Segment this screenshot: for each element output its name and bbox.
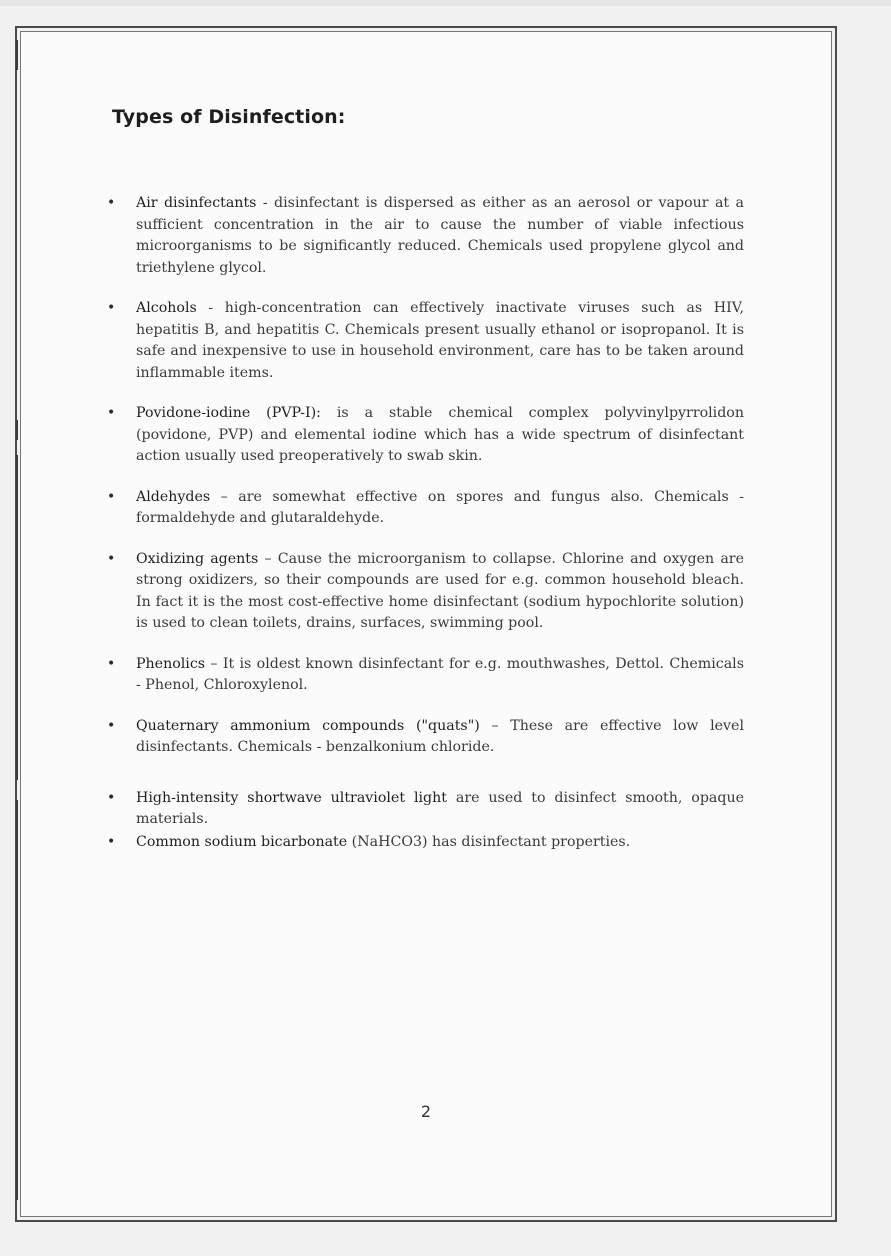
bullet-icon: •: [107, 655, 116, 672]
list-item: [104, 487, 744, 530]
item-text: (NaHCO3) has disinfectant properties.: [347, 833, 631, 850]
scan-edge-strip: [0, 0, 891, 6]
list-item: [104, 654, 744, 697]
scan-artifact-mark: [16, 800, 18, 1200]
item-term: Common sodium bicarbonate: [136, 833, 348, 850]
page-title: Types of Disinfection:: [112, 106, 346, 128]
scan-artifact-mark: [16, 420, 18, 440]
list-item: [104, 403, 744, 468]
item-term: Alcohols: [136, 300, 197, 316]
item-text: – are somewhat effective on spores and fungus also. Chemicals - formaldehyde and glutaraldehyde.: [136, 488, 744, 526]
list-item: [104, 832, 744, 854]
item-text: are used to disinfect smooth, opaque materials.: [136, 789, 744, 827]
scan-artifact-mark: [16, 40, 18, 70]
bullet-icon: •: [107, 789, 116, 806]
item-text: – Cause the microorganism to collapse. Chlorine and oxygen are strong oxidizers, so their compounds are used for e.g. common household bleach. In fact it is the most cost-effective home disinfectant (sodium hypochlorite solution) is used to clean toilets, drains, surfaces, swimming pool.: [136, 550, 744, 631]
item-term: Phenolics: [136, 655, 206, 672]
item-text: - disinfectant is dispersed as either as an aerosol or vapour at a sufficient concentration in the air to cause the number of viable infectious microorganisms to be significantly reduced. Chemicals used propylene glycol and triethylene glycol.: [136, 195, 744, 276]
item-text: - high-concentration can effectively inactivate viruses such as HIV, hepatitis B, and hepatitis C. Chemicals present usually ethanol or isopropanol. It is safe and inexpensive to use in household environment, care has to be taken around inflammable items.: [136, 300, 744, 381]
item-text: – These are effective low level disinfectants. Chemicals - benzalkonium chloride.: [136, 717, 744, 755]
item-term: High-intensity shortwave ultraviolet light: [136, 789, 447, 806]
item-term: Oxidizing agents: [136, 550, 259, 567]
page-number: 2: [420, 1102, 432, 1121]
item-term: Air disinfectants: [136, 195, 257, 211]
item-term: Povidone-iodine (PVP-I):: [136, 405, 321, 421]
list-item: [104, 716, 744, 759]
item-term: Quaternary ammonium compounds ("quats"): [136, 717, 480, 734]
bullet-icon: •: [107, 833, 116, 850]
list-item: [104, 549, 744, 635]
list-item: [104, 298, 744, 384]
bullet-icon: •: [107, 300, 116, 316]
disinfection-types-list: [104, 193, 744, 853]
bullet-icon: •: [107, 488, 116, 505]
bullet-icon: •: [107, 195, 116, 211]
list-item: [104, 788, 744, 831]
bullet-icon: •: [107, 550, 116, 567]
scan-artifact-mark: [16, 455, 18, 780]
item-text: – It is oldest known disinfectant for e.g. mouthwashes, Dettol. Chemicals - Phenol, Chloroxylenol.: [136, 655, 744, 693]
item-term: Aldehydes: [136, 488, 211, 505]
bullet-icon: •: [107, 405, 116, 421]
list-item: [104, 193, 744, 279]
bullet-icon: •: [107, 717, 116, 734]
item-text: is a stable chemical complex polyvinylpyrrolidon (povidone, PVP) and elemental iodine which has a wide spectrum of disinfectant action usually used preoperatively to swab skin.: [136, 405, 744, 464]
